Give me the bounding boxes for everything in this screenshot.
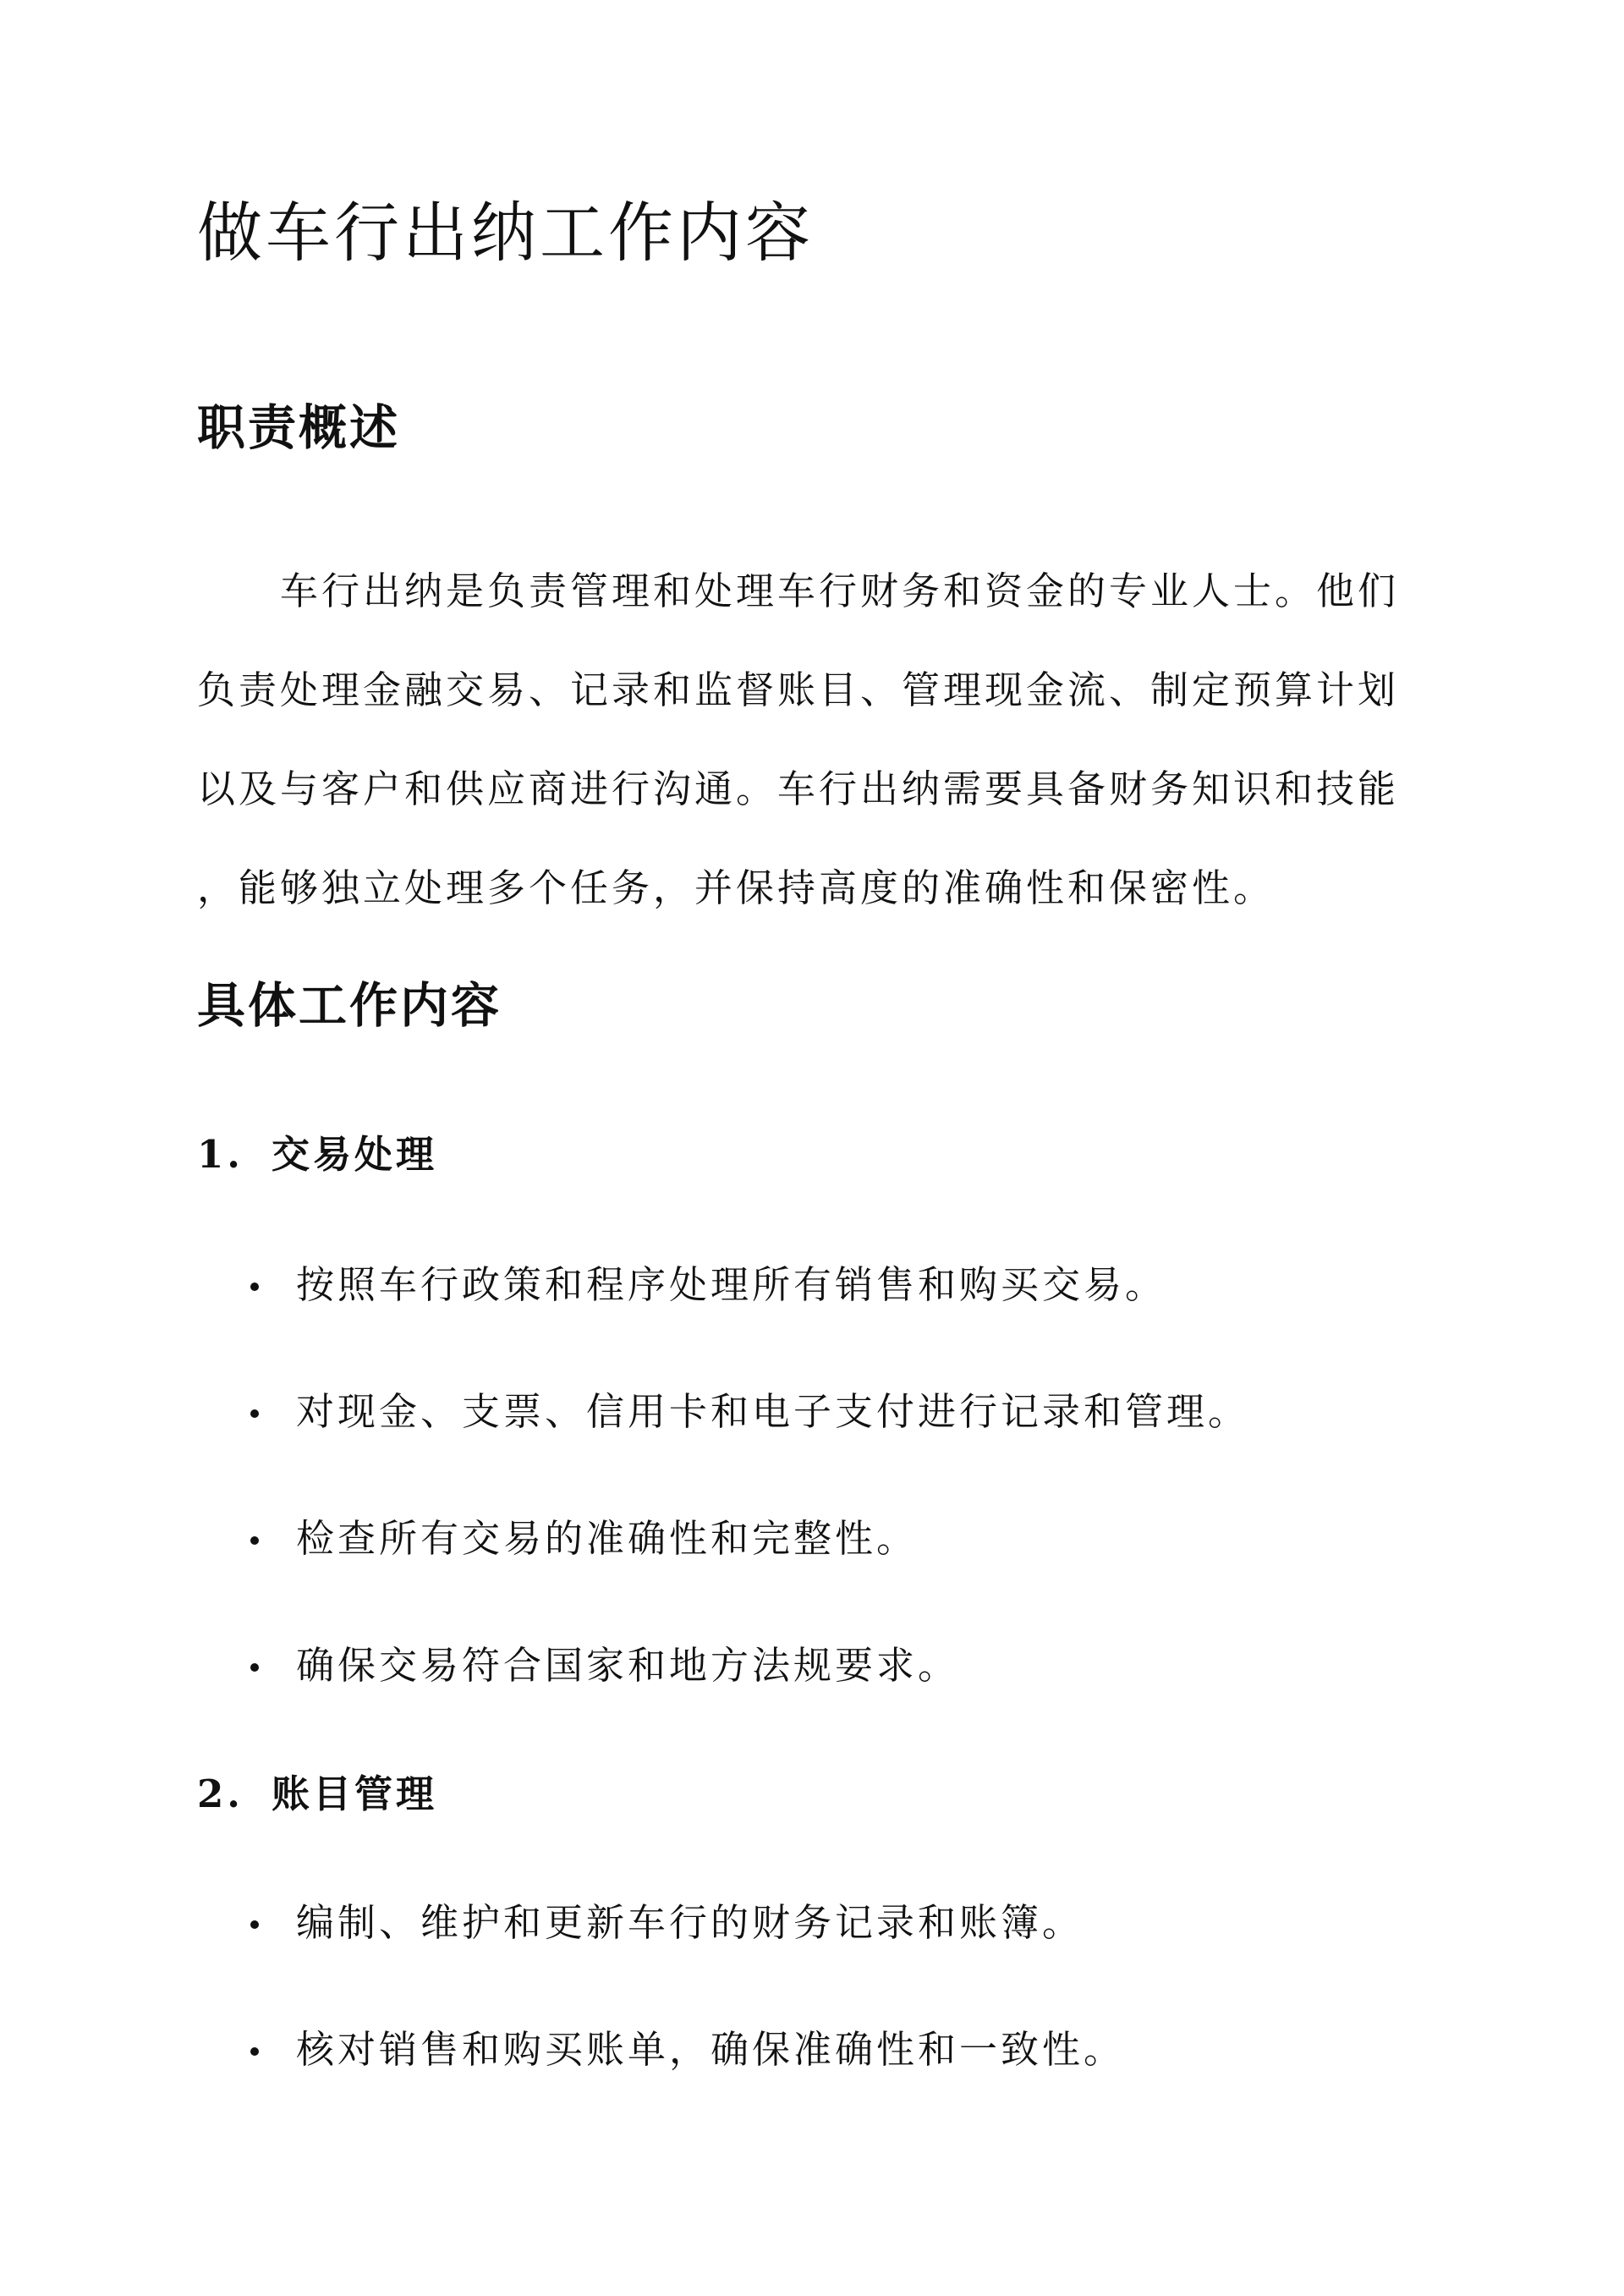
list-item-text: 按照车行政策和程序处理所有销售和购买交易。 [296, 1262, 1167, 1307]
item-title: 交易处理 [272, 1132, 438, 1177]
bullet-icon [250, 1409, 259, 1418]
bullet-icon [250, 2047, 259, 2056]
document-title: 做车行出纳工作内容 [197, 196, 814, 272]
paragraph-line: 车行出纳是负责管理和处理车行财务和资金的专业人士。他们 [280, 569, 1400, 613]
paragraph-line: 负责处理金融交易、记录和监督账目、管理现金流、制定预算计划 [197, 667, 1400, 712]
bullet-icon [250, 1663, 259, 1672]
subheading-transaction-processing [197, 1132, 438, 1177]
bullet-icon [250, 1283, 259, 1291]
overview-paragraph [197, 541, 1440, 937]
item-number: 2. [197, 1771, 244, 1816]
paragraph-line: ，能够独立处理多个任务，并保持高度的准确性和保密性。 [197, 865, 1276, 910]
list-item-text: 检查所有交易的准确性和完整性。 [296, 1516, 919, 1561]
paragraph-line: 以及与客户和供应商进行沟通。车行出纳需要具备财务知识和技能 [197, 766, 1400, 811]
list-item-text: 核对销售和购买账单，确保准确性和一致性。 [296, 2027, 1126, 2072]
bullet-icon [250, 1920, 259, 1929]
section-heading-overview: 职责概述 [197, 399, 400, 456]
list-item-text: 确保交易符合国家和地方法规要求。 [296, 1643, 960, 1688]
list-item-text: 对现金、支票、信用卡和电子支付进行记录和管理。 [296, 1389, 1250, 1434]
item-title: 账目管理 [272, 1771, 438, 1816]
bullet-icon [250, 1536, 259, 1545]
section-heading-details: 具体工作内容 [197, 977, 502, 1034]
item-number: 1. [197, 1132, 244, 1177]
list-item-text: 编制、维护和更新车行的财务记录和账簿。 [296, 1900, 1084, 1945]
subheading-account-management [197, 1771, 438, 1816]
